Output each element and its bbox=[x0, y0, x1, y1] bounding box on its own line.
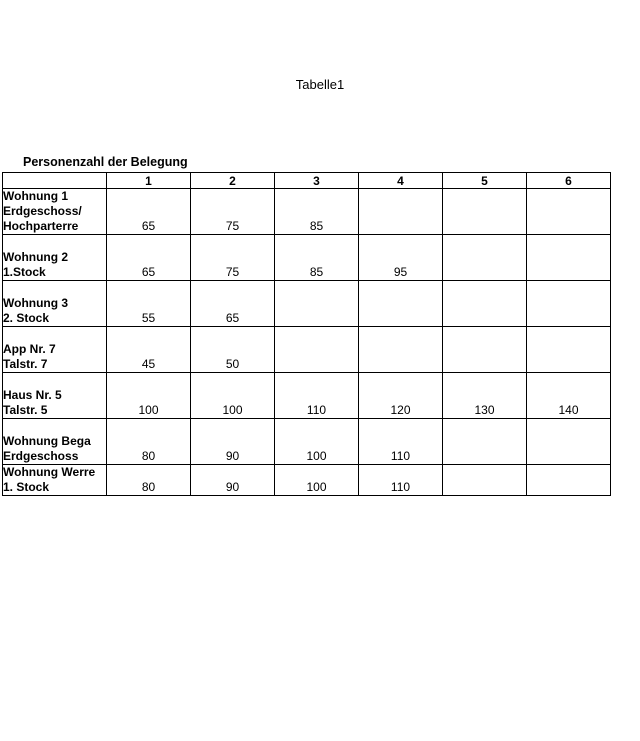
table-cell bbox=[527, 327, 611, 373]
table-cell: 95 bbox=[359, 235, 443, 281]
table-row bbox=[3, 373, 611, 419]
table-cell: 65 bbox=[107, 189, 191, 235]
table-cell bbox=[443, 327, 527, 373]
column-header-corner bbox=[3, 173, 107, 189]
column-header: 6 bbox=[527, 173, 611, 189]
table-row bbox=[3, 281, 611, 327]
table-cell: 110 bbox=[359, 419, 443, 465]
table-row bbox=[3, 419, 611, 465]
row-label: Wohnung 3 2. Stock bbox=[3, 281, 107, 327]
page-header: Tabelle1 bbox=[295, 77, 345, 92]
table-cell bbox=[275, 327, 359, 373]
table-row bbox=[3, 235, 611, 281]
table-cell: 130 bbox=[443, 373, 527, 419]
table-cell: 80 bbox=[107, 419, 191, 465]
table-cell: 140 bbox=[527, 373, 611, 419]
table-cell: 100 bbox=[191, 373, 275, 419]
table-cell bbox=[527, 235, 611, 281]
table-row bbox=[3, 465, 611, 496]
table-cell bbox=[275, 281, 359, 327]
table-cell bbox=[527, 419, 611, 465]
row-label: Wohnung 1 Erdgeschoss/ Hochparterre bbox=[3, 189, 107, 235]
table-cell: 85 bbox=[275, 189, 359, 235]
table-cell: 100 bbox=[107, 373, 191, 419]
table-cell: 65 bbox=[107, 235, 191, 281]
row-label: Wohnung 2 1.Stock bbox=[3, 235, 107, 281]
table-cell: 75 bbox=[191, 189, 275, 235]
table-row bbox=[3, 327, 611, 373]
table-cell: 50 bbox=[191, 327, 275, 373]
column-header: 1 bbox=[107, 173, 191, 189]
table-cell bbox=[359, 189, 443, 235]
table-cell: 80 bbox=[107, 465, 191, 496]
column-header: 2 bbox=[191, 173, 275, 189]
table-cell bbox=[359, 327, 443, 373]
table-cell bbox=[443, 465, 527, 496]
table-cell: 65 bbox=[191, 281, 275, 327]
table-cell: 120 bbox=[359, 373, 443, 419]
row-label: Wohnung Bega Erdgeschoss bbox=[3, 419, 107, 465]
row-label: Wohnung Werre 1. Stock bbox=[3, 465, 107, 496]
table-cell: 100 bbox=[275, 465, 359, 496]
column-header: 3 bbox=[275, 173, 359, 189]
row-label: App Nr. 7 Talstr. 7 bbox=[3, 327, 107, 373]
column-header: 4 bbox=[359, 173, 443, 189]
table-cell: 75 bbox=[191, 235, 275, 281]
table-cell bbox=[443, 235, 527, 281]
table-cell bbox=[443, 189, 527, 235]
table-cell: 110 bbox=[275, 373, 359, 419]
table-header-row bbox=[3, 173, 611, 189]
table-title: Personenzahl der Belegung bbox=[23, 155, 188, 169]
occupancy-table bbox=[2, 172, 611, 496]
table-row bbox=[3, 189, 611, 235]
table-cell: 85 bbox=[275, 235, 359, 281]
table-cell bbox=[443, 419, 527, 465]
table-cell: 90 bbox=[191, 465, 275, 496]
table-cell: 45 bbox=[107, 327, 191, 373]
table-cell bbox=[359, 281, 443, 327]
row-label: Haus Nr. 5 Talstr. 5 bbox=[3, 373, 107, 419]
table-cell: 90 bbox=[191, 419, 275, 465]
table-cell bbox=[527, 465, 611, 496]
table-cell bbox=[527, 189, 611, 235]
table-cell bbox=[443, 281, 527, 327]
table-cell bbox=[527, 281, 611, 327]
table-cell: 110 bbox=[359, 465, 443, 496]
table-cell: 55 bbox=[107, 281, 191, 327]
column-header: 5 bbox=[443, 173, 527, 189]
table-cell: 100 bbox=[275, 419, 359, 465]
